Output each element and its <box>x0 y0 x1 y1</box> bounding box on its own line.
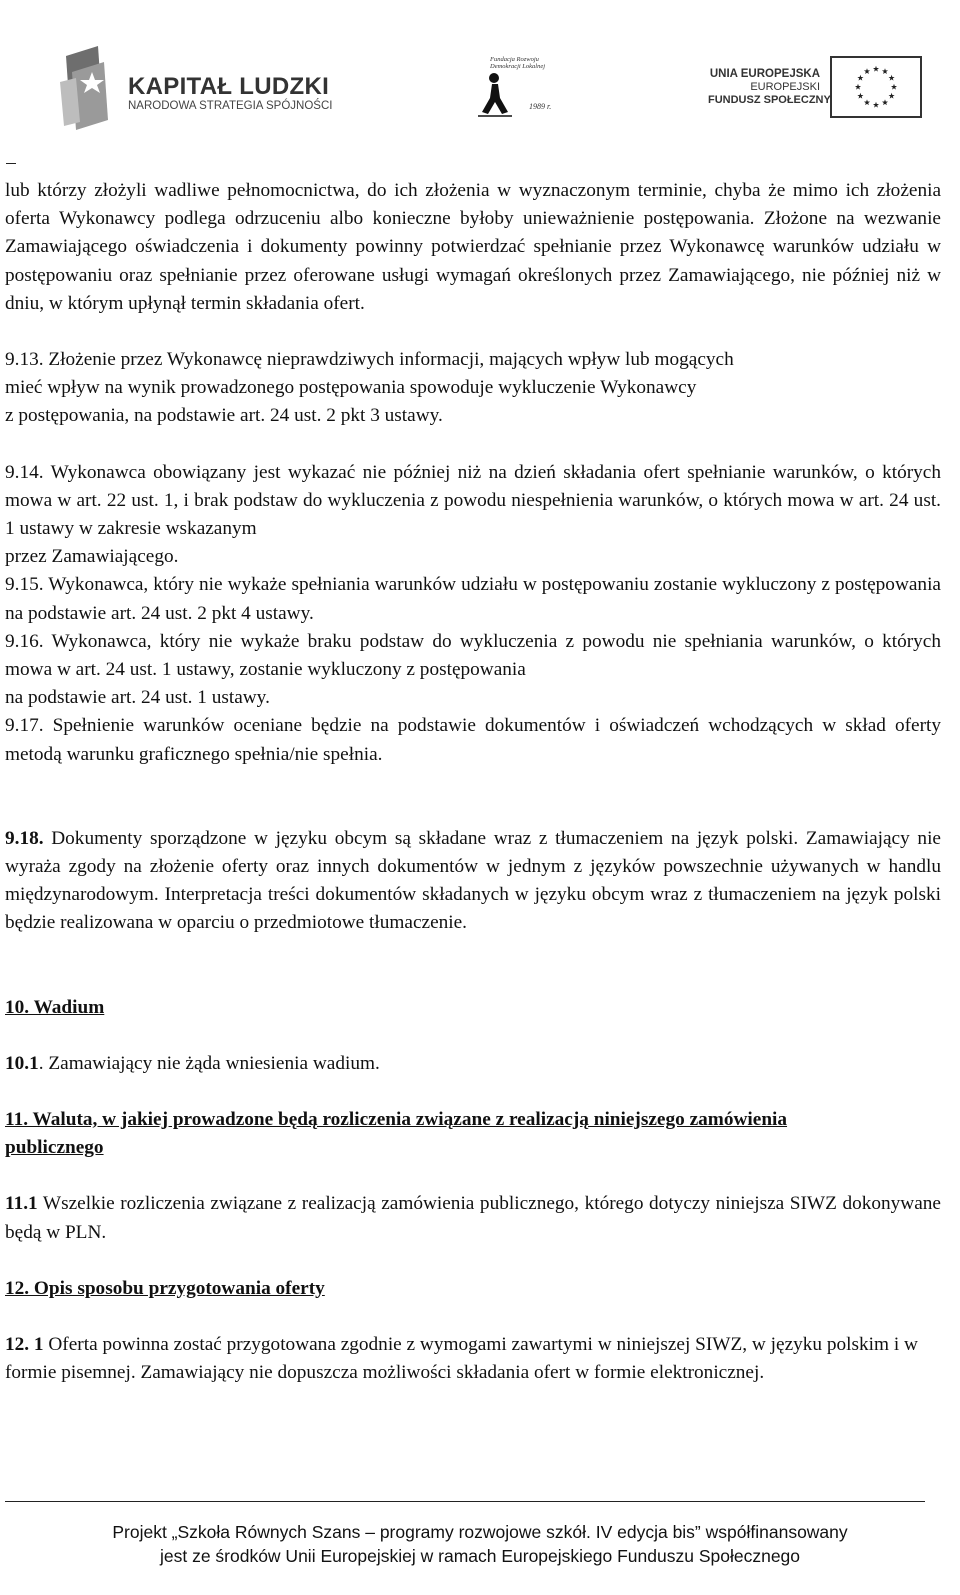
eu-star-icon <box>882 99 888 105</box>
eu-flag-icon <box>830 56 922 118</box>
running-figure-icon <box>476 72 516 123</box>
eu-star-icon <box>882 68 888 74</box>
paragraph-9-18-number: 9.18. <box>5 827 44 849</box>
paragraph-9-16: 9.16. Wykonawca, który nie wykaże braku podstaw do wykluczenia z powodu nie spełniania warunków, o których mowa w art. 24 ust. 1 ustawy, zostanie wykluczony z postępowania <box>5 630 941 681</box>
paragraph-9-13 <box>5 346 941 431</box>
ue-line3: FUNDUSZ SPOŁECZNY <box>708 94 831 106</box>
eu-star-icon <box>889 75 895 81</box>
paragraph-12-1-number: 12. 1 <box>5 1334 44 1356</box>
document-body <box>5 177 941 1388</box>
paragraph-12-1 <box>5 1331 941 1387</box>
eu-star-icon <box>857 75 863 81</box>
page-header <box>0 0 960 140</box>
fundacja-name: Fundacja Rozwoju Demokracji Lokalnej <box>490 56 546 70</box>
fundacja-year: 1989 r. <box>529 102 552 111</box>
section-heading-12: 12. Opis sposobu przygotowania oferty <box>5 1277 325 1299</box>
eu-star-icon <box>857 93 863 99</box>
eu-star-icon <box>889 93 895 99</box>
paragraph-10-1 <box>5 1050 941 1078</box>
paragraph-9-13-line2: mieć wpływ na wynik prowadzonego postępowania spowoduje wykluczenie Wykonawcy <box>5 377 697 399</box>
paragraph-11-1-number: 11.1 <box>5 1193 38 1215</box>
paragraph-9-17: 9.17. Spełnienie warunków oceniane będzie na podstawie dokumentów i oświadczeń wchodzących w skład oferty metodą warunku graficznego spełnia/nie spełnia. <box>5 715 941 765</box>
page-footer <box>0 1520 960 1568</box>
paragraph-9-13-line3: z postępowania, na podstawie art. 24 ust. 2 pkt 3 ustawy. <box>5 405 443 427</box>
eu-logo <box>708 56 924 122</box>
fundacja-logo <box>476 52 556 118</box>
kapital-ludzki-logo-icon <box>52 42 122 137</box>
footer-line1: Projekt „Szkoła Równych Szans – programy rozwojowe szkół. IV edycja bis” współfinansowany <box>112 1522 848 1542</box>
section-heading-11: 11. Waluta, w jakiej prowadzone będą rozliczenia związane z realizacją niniejszego zamówienia publicznego <box>5 1109 788 1159</box>
paragraph-9-18-text: Dokumenty sporządzone w języku obcym są składane wraz z tłumaczeniem na język polski. Zamawiający nie wyraża zgody na złożenie oferty oraz innych dokumentów w jednym z języków powszechnie używanych w handlu międzynarodowym. Interpretacja treści dokumentów składanych w języku obcym wraz z tłumaczeniem na język polski będzie realizowana w oparciu o przedmiotowe tłumaczenie. <box>5 827 941 934</box>
stray-mark <box>6 163 16 164</box>
paragraph-9-16-end: na podstawie art. 24 ust. 1 ustawy. <box>5 687 270 709</box>
paragraph-10-1-text: . Zamawiający nie żąda wniesienia wadium. <box>38 1052 380 1074</box>
paragraph-9-14: 9.14. Wykonawca obowiązany jest wykazać nie później niż na dzień składania ofert spełnianie warunków, o których mowa w art. 22 ust. 1, i brak podstaw do wykluczenia z powodu niespełnienia warunków, o których mowa w art. 24 ust. 1 ustawy w zakresie wskazanym <box>5 461 941 540</box>
eu-star-icon <box>891 84 897 90</box>
eu-star-icon <box>873 102 879 108</box>
paragraph-9-15: 9.15. Wykonawca, który nie wykaże spełniania warunków udziału w postępowaniu zostanie wykluczony z postępowania na podstawie art. 24 ust. 2 pkt 4 ustawy. <box>5 574 941 624</box>
paragraph-continuation: lub którzy złożyli wadliwe pełnomocnictwa, do ich złożenia w wyznaczonym terminie, chyba że mimo ich złożenia oferta Wykonawcy podlega odrzuceniu albo konieczne byłoby unieważnienie postępowania. Złożone na wezwanie Zamawiającego oświadczenia i dokumenty powinny potwierdzać spełnianie przez Wykonawcę warunków udziału w postępowaniu oraz spełnianie przez oferowane usługi wymagań określonych przez Zamawiającego, nie później niż w dniu, w którym upłynął termin składania ofert. <box>5 180 941 314</box>
footer-line2: jest ze środków Unii Europejskiej w ramach Europejskiego Funduszu Społecznego <box>159 1546 801 1566</box>
kapital-ludzki-name: KAPITAŁ LUDZKI <box>128 73 330 100</box>
kapital-ludzki-logo <box>52 42 332 132</box>
eu-star-icon <box>864 68 870 74</box>
ue-line2: EUROPEJSKI <box>750 81 820 93</box>
kapital-ludzki-subtitle: NARODOWA STRATEGIA SPÓJNOŚCI <box>128 100 333 112</box>
paragraph-11-1 <box>5 1190 941 1246</box>
eu-star-icon <box>855 84 861 90</box>
paragraph-9-13-line1: 9.13. Złożenie przez Wykonawcę nieprawdziwych informacji, mających wpływ lub mogących <box>5 349 734 371</box>
paragraph-11-1-text: Wszelkie rozliczenia związane z realizacją zamówienia publicznego, którego dotyczy niniejsza SIWZ dokonywane będą w PLN. <box>5 1193 941 1243</box>
paragraph-9-18 <box>5 825 941 938</box>
paragraph-12-1-text: Oferta powinna zostać przygotowana zgodnie z wymogami zawartymi w niniejszej SIWZ, w języku polskim i w formie pisemnej. Zamawiający nie dopuszcza możliwości składania ofert w formie elektronicznej. <box>5 1334 918 1384</box>
eu-star-icon <box>864 99 870 105</box>
section-heading-10: 10. Wadium <box>5 996 105 1018</box>
footer-divider <box>5 1501 925 1502</box>
paragraph-10-1-number: 10.1 <box>5 1052 39 1074</box>
ue-line1: UNIA EUROPEJSKA <box>709 68 820 80</box>
paragraph-9-14-end: przez Zamawiającego. <box>5 546 179 568</box>
eu-star-icon <box>873 66 879 72</box>
